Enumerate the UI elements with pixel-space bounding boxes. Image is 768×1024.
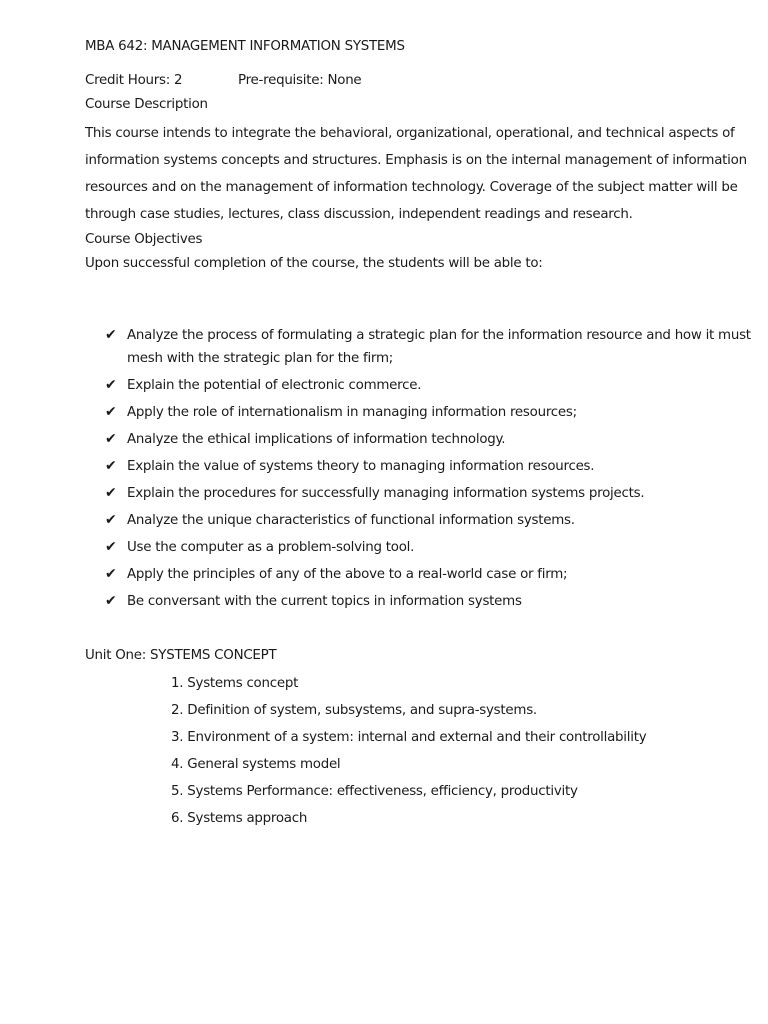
objectives-intro: Upon successful completion of the course, the students will be able to: [85, 256, 543, 271]
prerequisite: Pre-requisite: None [238, 73, 362, 88]
objective-text: Analyze the ethical implications of information technology. [127, 432, 506, 447]
objective-text: Explain the potential of electronic commerce. [127, 378, 422, 393]
objective-text: Be conversant with the current topics in information systems [127, 594, 522, 609]
course-title: MBA 642: MANAGEMENT INFORMATION SYSTEMS [85, 39, 405, 54]
objective-item [105, 324, 755, 370]
checkmark-icon: ✔ [105, 485, 117, 501]
unit-one-title: Unit One: SYSTEMS CONCEPT [85, 648, 277, 663]
course-description [85, 120, 759, 228]
objective-item [105, 482, 755, 505]
topic-item: 5. Systems Performance: effectiveness, efficiency, productivity [171, 784, 578, 799]
course-description-line: through case studies, lectures, class discussion, independent readings and research. [85, 207, 633, 222]
objective-text: Explain the procedures for successfully managing information systems projects. [127, 486, 645, 501]
objective-item [105, 536, 755, 559]
objective-item [105, 455, 755, 478]
objective-item [105, 509, 755, 532]
checkmark-icon: ✔ [105, 431, 117, 447]
objective-text: Apply the role of internationalism in managing information resources; [127, 405, 577, 420]
checkmark-icon: ✔ [105, 377, 117, 393]
checkmark-icon: ✔ [105, 566, 117, 582]
topic-item: 6. Systems approach [171, 811, 308, 826]
objective-item [105, 563, 755, 586]
checkmark-icon: ✔ [105, 539, 117, 555]
credit-hours: Credit Hours: 2 [85, 73, 183, 88]
objective-text: Use the computer as a problem-solving tool. [127, 540, 415, 555]
objective-text: Explain the value of systems theory to managing information resources. [127, 459, 595, 474]
checkmark-icon: ✔ [105, 458, 117, 474]
objective-text: Analyze the unique characteristics of functional information systems. [127, 513, 575, 528]
objective-item [105, 401, 755, 424]
topic-item: 2. Definition of system, subsystems, and supra-systems. [171, 703, 537, 718]
checkmark-icon: ✔ [105, 404, 117, 420]
course-description-line: resources and on the management of information technology. Coverage of the subject matter will be [85, 180, 738, 195]
topic-item: 3. Environment of a system: internal and external and their controllability [171, 730, 647, 745]
objective-item [105, 374, 755, 397]
objective-text: Apply the principles of any of the above to a real-world case or firm; [127, 567, 568, 582]
objective-item [105, 590, 755, 613]
topic-item: 1. Systems concept [171, 676, 299, 691]
checkmark-icon: ✔ [105, 593, 117, 609]
course-description-line: information systems concepts and structures. Emphasis is on the internal management of information [85, 153, 747, 168]
course-description-heading: Course Description [85, 97, 208, 112]
objective-item [105, 428, 755, 451]
course-objectives-heading: Course Objectives [85, 232, 203, 247]
unit-one-topics [171, 670, 646, 832]
course-meta [85, 73, 362, 88]
checkmark-icon: ✔ [105, 512, 117, 528]
checkmark-icon: ✔ [105, 327, 117, 343]
topic-item: 4. General systems model [171, 757, 341, 772]
objectives-list [105, 324, 755, 617]
course-description-line: This course intends to integrate the behavioral, organizational, operational, and technical aspects of [85, 126, 735, 141]
objective-text: Analyze the process of formulating a strategic plan for the information resource and how it must mesh with the strategic plan for the firm; [127, 328, 751, 366]
